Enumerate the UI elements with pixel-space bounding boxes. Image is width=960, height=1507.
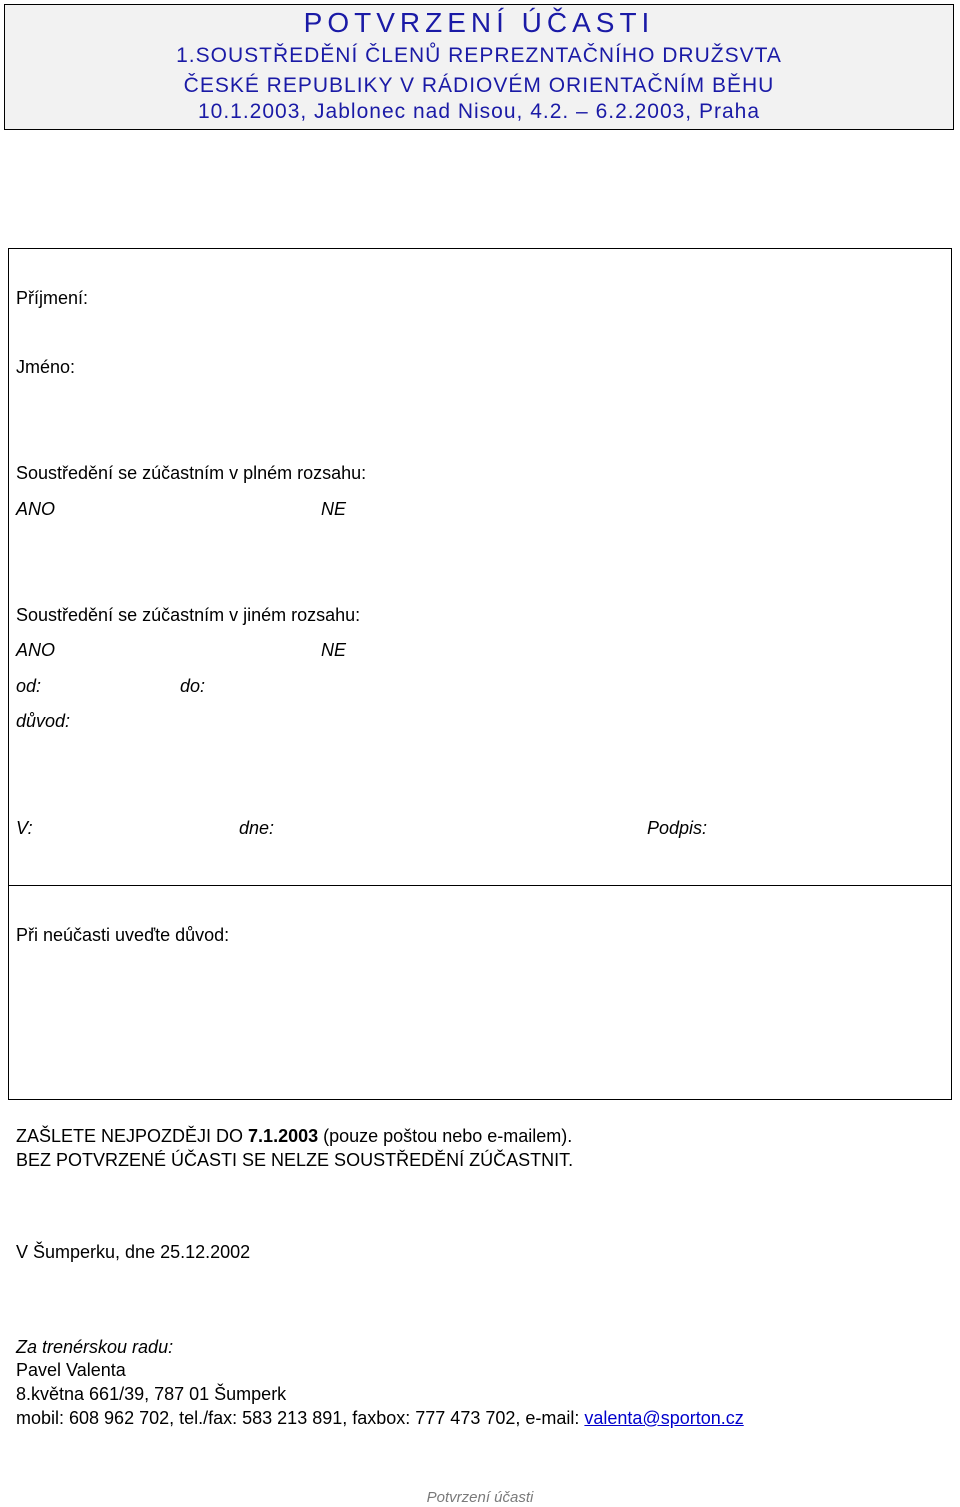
full-yes-option[interactable]: ANO <box>16 499 56 519</box>
phone-numbers: mobil: 608 962 702, tel./fax: 583 213 891, faxbox: 777 473 702, e-mail: <box>16 1408 585 1428</box>
page-footer: Potvrzení účasti <box>426 1489 534 1506</box>
email-link[interactable]: valenta@sporton.cz <box>584 1408 744 1428</box>
surname-label: Příjmení: <box>16 288 89 308</box>
requirement-notice: BEZ POTVRZENÉ ÚČASTI SE NELZE SOUSTŘEDĚNÍ ZÚČASTNIT. <box>16 1150 574 1170</box>
deadline-text: ZAŠLETE NEJPOZDĚJI DO <box>16 1126 249 1146</box>
partial-participation-question: Soustředění se zúčastním v jiném rozsahu: <box>16 605 361 625</box>
partial-yes-option[interactable]: ANO <box>16 640 56 660</box>
event-title-line-1: 1.SOUSTŘEDĚNÍ ČLENŮ REPREZNTAČNÍHO DRUŽSVTA <box>176 44 782 67</box>
partial-no-option[interactable]: NE <box>321 640 347 660</box>
event-title-line-2: ČESKÉ REPUBLIKY V RÁDIOVÉM ORIENTAČNÍM BĚHU <box>183 74 775 97</box>
participation-form <box>8 248 952 886</box>
issue-place-date: V Šumperku, dne 25.12.2002 <box>16 1242 251 1262</box>
absence-reason-label: Při neúčasti uveďte důvod: <box>16 925 230 945</box>
place-label: V: <box>16 818 33 838</box>
absence-reason-box <box>8 885 952 1100</box>
signatory-contacts <box>16 1407 744 1429</box>
date-label: dne: <box>239 818 275 838</box>
deadline-notice <box>16 1125 572 1147</box>
reason-label: důvod: <box>16 711 71 731</box>
full-no-option[interactable]: NE <box>321 499 347 519</box>
signatory-name: Pavel Valenta <box>16 1360 126 1380</box>
event-dates: 10.1.2003, Jablonec nad Nisou, 4.2. – 6.2.2003, Praha <box>197 100 761 123</box>
to-label: do: <box>180 676 206 696</box>
signatory-address: 8.května 661/39, 787 01 Šumperk <box>16 1384 287 1404</box>
full-participation-question: Soustředění se zúčastním v plném rozsahu: <box>16 463 367 483</box>
document-title: POTVRZENÍ ÚČASTI <box>303 7 655 38</box>
signatory-caption: Za trenérskou radu: <box>16 1337 174 1357</box>
deadline-method: (pouze poštou nebo e-mailem). <box>318 1126 573 1146</box>
document-header <box>4 4 954 130</box>
signature-label: Podpis: <box>647 818 708 838</box>
name-label: Jméno: <box>16 357 76 377</box>
from-label: od: <box>16 676 42 696</box>
deadline-date: 7.1.2003 <box>248 1126 319 1146</box>
